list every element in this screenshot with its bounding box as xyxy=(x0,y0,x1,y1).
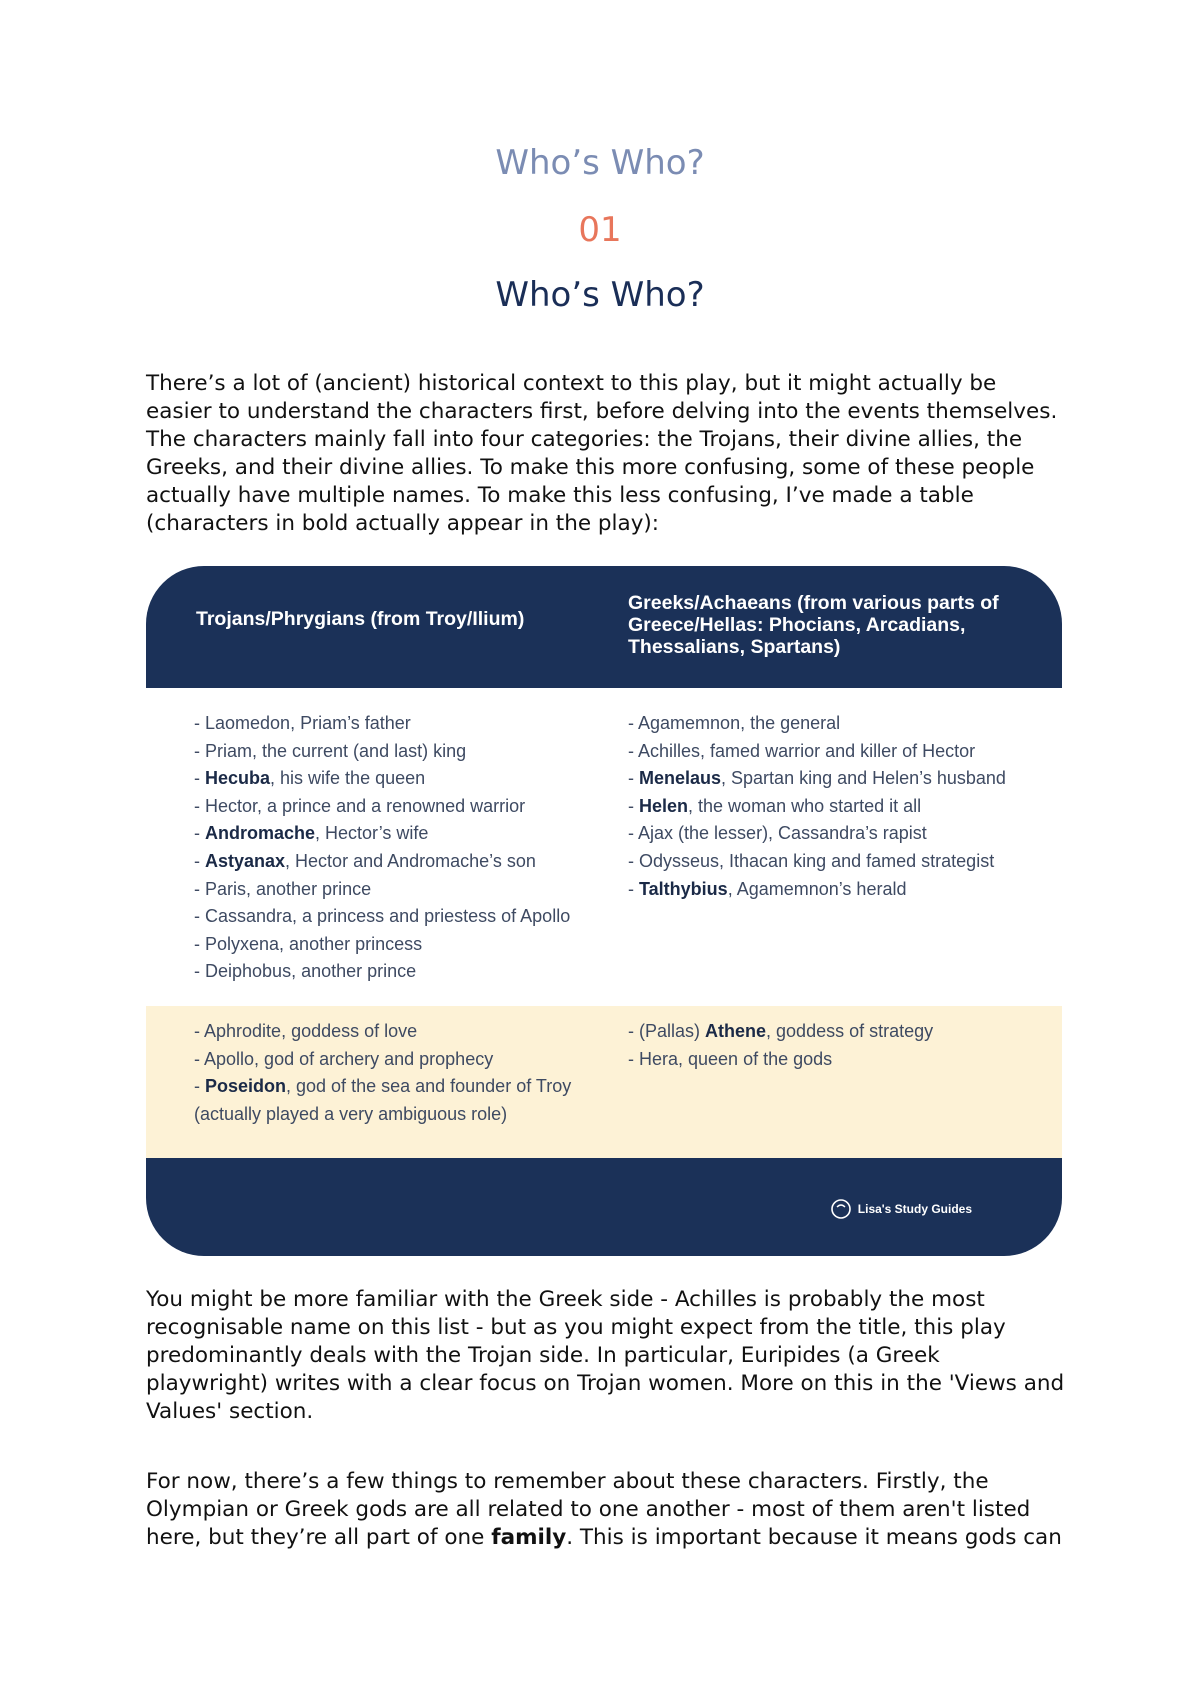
greeks-header: Greeks/Achaeans (from various parts of Greece/Hellas: Phocians, Arcadians, Thessalians, Spartans) xyxy=(628,592,999,658)
character-entry xyxy=(194,820,614,848)
entry-name: Hecuba xyxy=(205,768,271,789)
entry-prefix: - xyxy=(628,768,639,789)
entry-prefix: - xyxy=(194,878,205,899)
character-entry xyxy=(628,848,1048,876)
character-entry xyxy=(628,820,1048,848)
entry-prefix: - xyxy=(628,795,639,816)
entry-prefix: - xyxy=(194,1076,205,1097)
entry-description: Achilles, famed warrior and killer of Hector xyxy=(638,740,976,761)
entry-name: Poseidon xyxy=(205,1076,287,1097)
entry-description: Deiphobus, another prince xyxy=(205,961,417,982)
character-entry xyxy=(628,1018,1048,1046)
entry-description: , Agamemnon’s herald xyxy=(727,878,907,899)
trojan-gods-list xyxy=(194,1018,614,1128)
entry-prefix: - xyxy=(194,713,205,733)
character-entry xyxy=(194,1101,614,1129)
entry-prefix: - xyxy=(628,1048,639,1069)
character-entry xyxy=(628,1046,1048,1074)
entry-name: Helen xyxy=(639,795,689,816)
entry-prefix: - xyxy=(194,961,205,982)
gods-family-paragraph xyxy=(146,1468,1066,1552)
entry-prefix: - xyxy=(194,1048,205,1069)
entry-prefix: - xyxy=(628,713,639,733)
entry-prefix: - xyxy=(628,878,639,899)
entry-description: , Hector and Andromache’s son xyxy=(285,850,536,871)
chapter-title: Who’s Who? xyxy=(495,275,705,315)
entry-name: Astyanax xyxy=(205,850,286,871)
greek-gods-list xyxy=(628,1018,1048,1073)
entry-description: Agamemnon, the general xyxy=(638,713,841,733)
entry-description: Cassandra, a princess and priestess of Apollo xyxy=(205,906,571,927)
entry-prefix: - xyxy=(194,823,205,844)
entry-prefix: - xyxy=(194,850,205,871)
entry-description: Odysseus, Ithacan king and famed strategist xyxy=(639,850,995,871)
chapter-number: 01 xyxy=(578,210,622,250)
character-entry xyxy=(628,738,1048,766)
character-entry xyxy=(194,876,614,904)
entry-prefix: - xyxy=(628,740,639,761)
character-entry xyxy=(194,1018,614,1046)
table-footer xyxy=(146,1158,1062,1256)
entry-prefix: - xyxy=(628,850,639,871)
character-entry xyxy=(194,848,614,876)
entry-description: Apollo, god of archery and prophecy xyxy=(204,1048,494,1069)
entry-description: , god of the sea and founder of Troy xyxy=(286,1076,572,1097)
greek-side-paragraph: You might be more familiar with the Greek side - Achilles is probably the most recognisable name on this list - but as you might expect from the title, this play predominantly deals with the Trojan side. In particular, Euripides (a Greek playwright) writes with a clear focus on Trojan women. More on this in the 'Views and Values' section. xyxy=(146,1287,1065,1424)
entry-description: , Hector’s wife xyxy=(315,823,429,844)
para3-start: For now, there’s a few things to remember about these characters. Firstly, the Olympian or Greek gods are all related to one another - most of them aren't listed here, but they’re all part of one xyxy=(146,1469,1031,1550)
character-entry xyxy=(194,903,614,931)
character-entry xyxy=(194,793,614,821)
character-entry xyxy=(628,876,1048,904)
intro-paragraph: There’s a lot of (ancient) historical context to this play, but it might actually be easier to understand the characters first, before delving into the events themselves. The characters mainly fall into four categories: the Trojans, their divine allies, the Greeks, and their divine allies. To make this more confusing, some of these people actually have multiple names. To make this less confusing, I’ve made a table (characters in bold actually appear in the play): xyxy=(146,371,1058,536)
entry-description: Ajax (the lesser), Cassandra’s rapist xyxy=(638,823,927,844)
entry-description: , his wife the queen xyxy=(270,768,426,789)
brand-mark xyxy=(830,1198,972,1220)
trojans-list xyxy=(194,710,614,986)
entry-description: Paris, another prince xyxy=(205,878,372,899)
entry-prefix: - xyxy=(194,933,205,954)
entry-description: Hector, a prince and a renowned warrior xyxy=(205,795,526,816)
entry-description: Laomedon, Priam’s father xyxy=(205,713,411,733)
character-entry xyxy=(628,765,1048,793)
entry-description: , goddess of strategy xyxy=(766,1021,934,1041)
character-entry xyxy=(194,1046,614,1074)
entry-prefix: - xyxy=(194,906,205,927)
entry-description: (actually played a very ambiguous role) xyxy=(194,1103,508,1124)
trojans-header: Trojans/Phrygians (from Troy/Ilium) xyxy=(196,608,525,630)
gods-row xyxy=(146,1006,1062,1158)
characters-table xyxy=(146,566,1062,1256)
character-entry xyxy=(194,765,614,793)
entry-description: Aphrodite, goddess of love xyxy=(204,1021,418,1041)
entry-name: Menelaus xyxy=(639,768,722,789)
character-entry xyxy=(194,958,614,986)
character-entry xyxy=(628,793,1048,821)
para3-end: . This is important because it means gods can xyxy=(566,1525,1062,1550)
character-entry xyxy=(628,710,1048,738)
entry-description: , the woman who started it all xyxy=(688,795,922,816)
entry-name: Athene xyxy=(705,1021,767,1041)
entry-prefix: - xyxy=(628,823,639,844)
entry-description: , Spartan king and Helen’s husband xyxy=(721,768,1006,789)
character-entry xyxy=(194,1073,614,1101)
entry-description: Hera, queen of the gods xyxy=(639,1048,833,1069)
entry-prefix: - xyxy=(194,740,205,761)
running-title: Who’s Who? xyxy=(495,143,705,183)
entry-name: Talthybius xyxy=(639,878,728,899)
para3-bold-family: family xyxy=(491,1525,567,1550)
mortals-row xyxy=(146,688,1062,1006)
entry-prefix: - xyxy=(194,768,205,789)
entry-prefix: - xyxy=(194,1021,205,1041)
table-header xyxy=(146,566,1062,688)
brand-name: Lisa's Study Guides xyxy=(857,1202,972,1216)
entry-name: Andromache xyxy=(205,823,316,844)
brand-logo-icon xyxy=(830,1198,852,1220)
entry-description: Polyxena, another princess xyxy=(205,933,423,954)
entry-description: Priam, the current (and last) king xyxy=(205,740,467,761)
greeks-list xyxy=(628,710,1048,903)
character-entry xyxy=(194,710,614,738)
character-entry xyxy=(194,931,614,959)
character-entry xyxy=(194,738,614,766)
entry-prefix: - (Pallas) xyxy=(628,1021,706,1041)
entry-prefix: - xyxy=(194,795,205,816)
